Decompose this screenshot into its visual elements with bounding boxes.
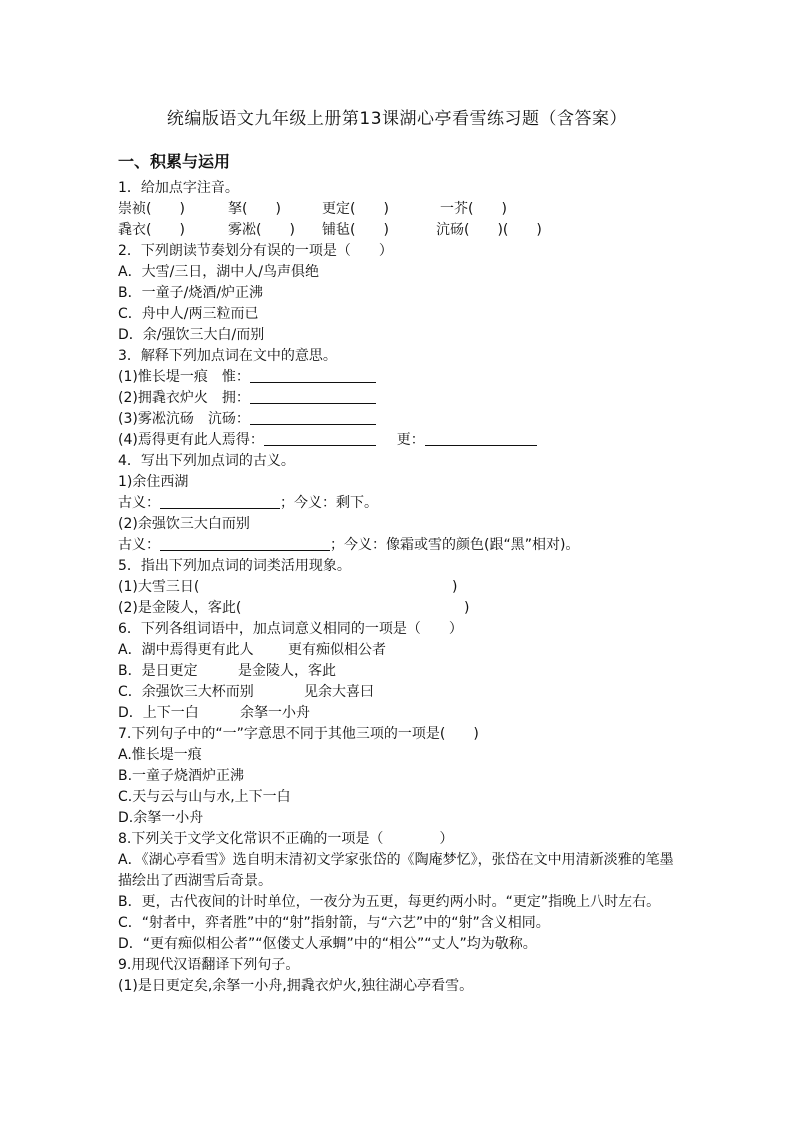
q1-cell: 沆砀( )( ) (436, 222, 542, 238)
q3-extra-label: 更： (396, 432, 425, 448)
q1-cell: 雾凇( ) (228, 222, 295, 238)
q6-left: D．上下一白 (118, 705, 199, 721)
answer-blank[interactable] (250, 388, 376, 404)
q7-option: B.一童子烧酒炉正沸 (118, 768, 245, 784)
q5-item (118, 577, 678, 598)
q6-right: 见余大喜曰 (304, 684, 374, 700)
q2-option: C．舟中人/两三粒而已 (118, 306, 259, 322)
q4-answer-line (118, 535, 678, 556)
q3-item (118, 388, 678, 409)
q4-stem: 4．写出下列加点词的古义。 (118, 453, 295, 469)
q4-answer-line (118, 493, 678, 514)
q2-stem: 2．下列朗读节奏划分有误的一项是（ ） (118, 243, 393, 259)
answer-blank[interactable] (160, 493, 280, 509)
q8-option-b: B．更，古代夜间的计时单位，一夜分为五更，每更约两小时。“更定”指晚上八时左右。 (118, 894, 661, 910)
q6-left: B．是日更定 (118, 663, 198, 679)
q4-item: 1)余住西湖 (118, 474, 189, 490)
q3-item (118, 367, 678, 388)
q2-option: B．一童子/烧酒/炉正沸 (118, 285, 264, 301)
q4-jin: ；今义：剩下。 (280, 495, 378, 511)
q5-item (118, 598, 678, 619)
answer-blank[interactable] (250, 409, 376, 425)
q6-left: C．余强饮三大杯而别 (118, 684, 254, 700)
q8-stem: 8.下列关于文学文化常识不正确的一项是（ ） (118, 831, 454, 847)
q4-gu-label: 古义： (118, 495, 160, 511)
q1-cell: 拏( ) (228, 201, 281, 217)
q8-option-a: A．《湖心亭看雪》选自明末清初文学家张岱的《陶庵梦忆》，张岱在文中用清新淡雅的笔墨描绘出了西湖雪后奇景。 (118, 852, 674, 889)
q9-stem: 9.用现代汉语翻译下列句子。 (118, 957, 300, 973)
page-title: 统编版语文九年级上册第13课湖心亭看雪练习题（含答案） (166, 109, 628, 129)
q6-right: 更有痴似相公者 (288, 642, 386, 658)
q8-option-d: D．“更有痴似相公者”“伛偻丈人承蜩”中的“相公”“丈人”均为敬称。 (118, 936, 537, 952)
q6-stem: 6．下列各组词语中，加点词意义相同的一项是（ ） (118, 621, 463, 637)
answer-blank[interactable] (160, 535, 330, 551)
q3-item (118, 430, 678, 451)
q6-option (118, 682, 678, 703)
q3-label: (4)焉得更有此人焉得： (118, 432, 264, 448)
q1-row1 (118, 199, 678, 220)
q1-cell: 更定( ) (322, 201, 389, 217)
q5-close: ) (464, 600, 470, 616)
q5-label: (2)是金陵人，客此( (118, 600, 242, 616)
q9-item: (1)是日更定矣,余拏一小舟,拥毳衣炉火,独往湖心亭看雪。 (118, 978, 474, 994)
q6-right: 是金陵人，客此 (238, 663, 336, 679)
q6-left: A．湖中焉得更有此人 (118, 642, 254, 658)
section-heading: 一、积累与运用 (118, 152, 231, 171)
q1-cell: 一芥( ) (440, 201, 507, 217)
q3-label: (2)拥毳衣炉火 拥： (118, 390, 250, 406)
q5-label: (1)大雪三日( (118, 579, 200, 595)
q4-jin: ；今义：像霜或雪的颜色(跟“黑”相对)。 (330, 537, 580, 553)
answer-blank[interactable] (425, 430, 537, 446)
q1-cell: 毳衣( ) (118, 222, 185, 238)
q5-close: ) (452, 579, 458, 595)
q6-right: 余拏一小舟 (240, 705, 310, 721)
question-body (118, 178, 678, 997)
q7-option: D.余拏一小舟 (118, 810, 204, 826)
answer-blank[interactable] (264, 430, 376, 446)
q3-label: (3)雾凇沆砀 沆砀： (118, 411, 250, 427)
answer-blank[interactable] (250, 367, 376, 383)
q1-cell: 崇祯( ) (118, 201, 185, 217)
q3-item (118, 409, 678, 430)
q4-gu-label: 古义： (118, 537, 160, 553)
q1-row2 (118, 220, 678, 241)
q7-stem: 7.下列句子中的“一”字意思不同于其他三项的一项是( ) (118, 726, 479, 742)
q7-option: A.惟长堤一痕 (118, 747, 202, 763)
q1-cell: 铺毡( ) (322, 222, 389, 238)
q2-option: D．余/强饮三大白/而别 (118, 327, 265, 343)
q3-stem: 3．解释下列加点词在文中的意思。 (118, 348, 337, 364)
q3-label: (1)惟长堤一痕 惟： (118, 369, 250, 385)
q6-option (118, 640, 678, 661)
q6-option (118, 703, 678, 724)
q5-stem: 5．指出下列加点词的词类活用现象。 (118, 558, 351, 574)
q4-item: (2)余强饮三大白而别 (118, 516, 250, 532)
q6-option (118, 661, 678, 682)
q7-option: C.天与云与山与水,上下一白 (118, 789, 291, 805)
q1-stem: 1．给加点字注音。 (118, 180, 239, 196)
q2-option: A．大雪/三日，湖中人/鸟声俱绝 (118, 264, 320, 280)
q8-option-c: C．“射者中，弈者胜”中的“射”指射箭，与“六艺”中的“射”含义相同。 (118, 915, 550, 931)
